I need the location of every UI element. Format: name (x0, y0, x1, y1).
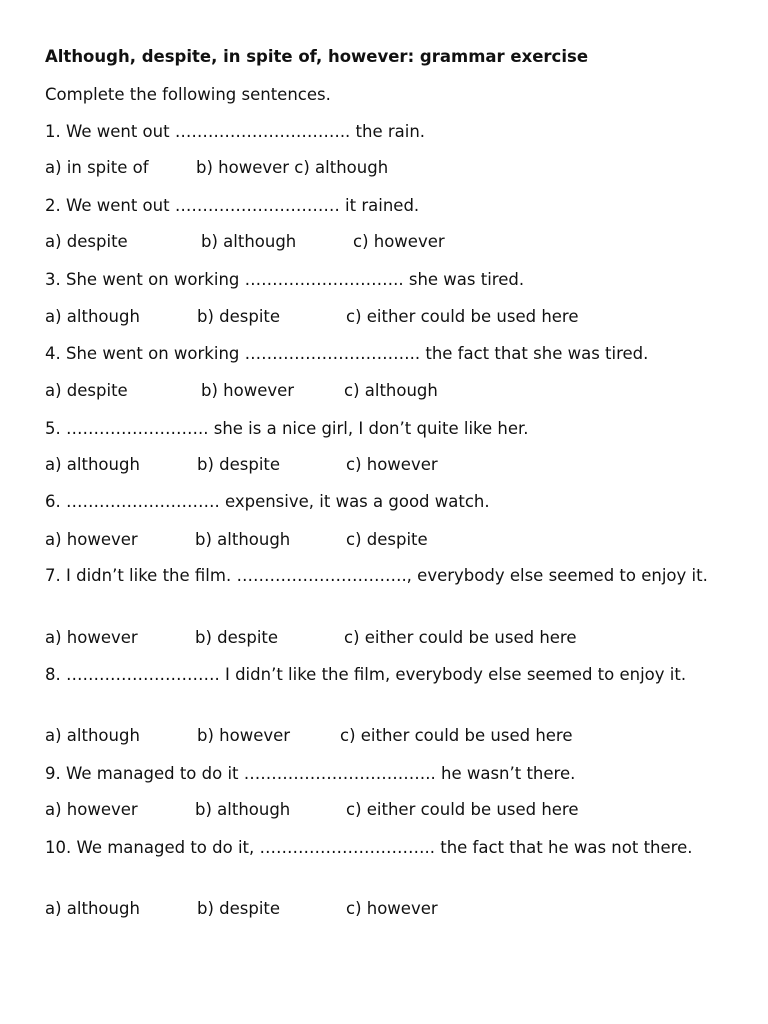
worksheet-title: Although, despite, in spite of, however: grammar exercise (45, 47, 589, 66)
option-2a: a) despite (45, 232, 128, 251)
option-5b: b) despite (197, 455, 281, 474)
question-2: 2. We went out ………………………… it rained. (45, 196, 420, 215)
option-6b: b) although (195, 530, 291, 549)
question-3: 3. She went on working ……………………….. she was tired. (45, 270, 525, 289)
option-2b: b) although (201, 232, 297, 251)
option-3b: b) despite (197, 307, 281, 326)
option-8c: c) either could be used here (340, 726, 573, 745)
instruction-text: Complete the following sentences. (45, 85, 331, 104)
option-4c: c) although (344, 381, 438, 400)
question-10: 10. We managed to do it, ………………………….. the fact that he was not there. (45, 838, 693, 857)
question-4: 4. She went on working ………………………….. the fact that she was tired. (45, 344, 649, 363)
option-1b: b) however c) although (196, 158, 389, 177)
option-3a: a) although (45, 307, 140, 326)
option-8b: b) however (197, 726, 291, 745)
option-3c: c) either could be used here (346, 307, 579, 326)
option-9a: a) however (45, 800, 138, 819)
option-7b: b) despite (195, 628, 279, 647)
option-4a: a) despite (45, 381, 128, 400)
option-4b: b) however (201, 381, 295, 400)
question-9: 9. We managed to do it …………………………….. he wasn’t there. (45, 764, 576, 783)
option-10c: c) however (346, 899, 438, 918)
option-7a: a) however (45, 628, 138, 647)
option-10b: b) despite (197, 899, 281, 918)
option-5c: c) however (346, 455, 438, 474)
question-7: 7. I didn’t like the film. …………………………., everybody else seemed to enjoy it. (45, 566, 708, 585)
option-5a: a) although (45, 455, 140, 474)
question-8: 8. ………………………. I didn’t like the film, everybody else seemed to enjoy it. (45, 665, 687, 684)
option-8a: a) although (45, 726, 140, 745)
question-6: 6. ………………………. expensive, it was a good watch. (45, 492, 490, 511)
option-6a: a) however (45, 530, 138, 549)
option-9c: c) either could be used here (346, 800, 579, 819)
option-2c: c) however (353, 232, 445, 251)
option-10a: a) although (45, 899, 140, 918)
option-7c: c) either could be used here (344, 628, 577, 647)
option-6c: c) despite (346, 530, 428, 549)
option-1a: a) in spite of (45, 158, 149, 177)
question-1: 1. We went out ………………………….. the rain. (45, 122, 426, 141)
option-9b: b) although (195, 800, 291, 819)
question-5: 5. …………………….. she is a nice girl, I don’t quite like her. (45, 419, 529, 438)
